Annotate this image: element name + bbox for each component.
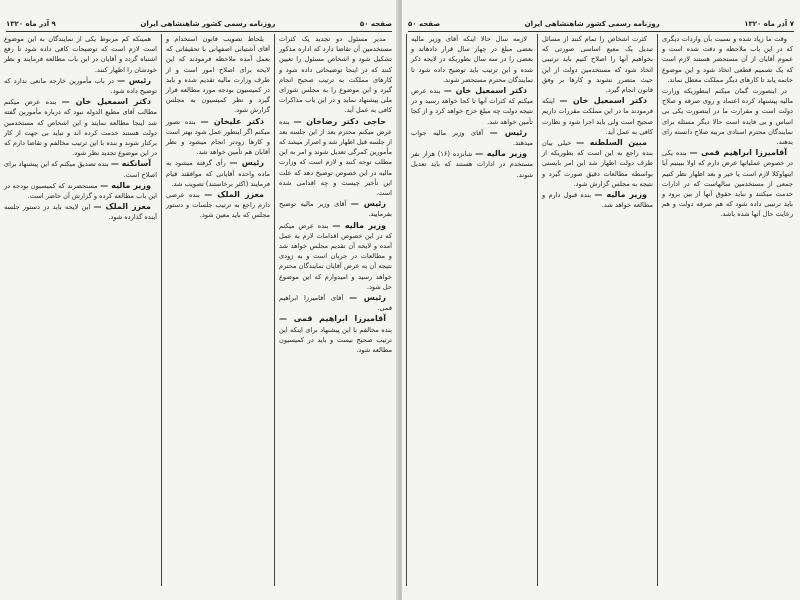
paragraph	[279, 34, 392, 116]
paragraph	[4, 202, 157, 222]
paragraph	[542, 96, 653, 137]
paragraph	[279, 221, 392, 292]
left-page-header	[6, 18, 392, 30]
right-page-header	[408, 18, 794, 30]
column	[537, 34, 657, 586]
speaker-heading: وزیر مالیه —	[594, 190, 647, 200]
paragraph-text: آقای وزیر مالیه جواب میدهند.	[411, 128, 533, 148]
newspaper-title: روزنامه رسمی کشور شاهنشاهی ایران	[140, 20, 276, 28]
paragraph-text: مدیر مسئول دو تجدید یک کثرات مستخدمین آن تقاضا دارد که اداره مذکور تشکیل شود و اشخاص مسئول را تعیین کنند که در اینجا توضیحاتی داده شود و کارهای مملکت به ترتیب صحیح انجام گیرد و این موضوع را به مجلس شورای ملی پیشنهاد نماید و در این باب مذاکرات کافی به عمل آید.	[279, 35, 392, 115]
speaker-heading: آسانکنه —	[110, 159, 151, 169]
paragraph-text: آقای آقامیرزا ابراهیم قمی.	[279, 294, 392, 313]
page-number: صفحه ۵۰	[408, 20, 441, 28]
speaker-heading: آقامیرزا ابراهیم قمی —	[689, 148, 787, 158]
column	[406, 34, 537, 586]
column	[0, 34, 161, 586]
page-number: صفحه ۵۰	[359, 20, 392, 28]
paragraph	[411, 128, 533, 148]
paragraph-text: لازمه سال حالا اینکه آقای وزیر مالیه بعضی مبلغ در چهار سال قرار دادهاند و بعضی را در سه سال بطوریکه در لایحه ذکر شده و این ترتیب باید توضیح داده شود تا نمایندگان محترم مستحضر شوند.	[411, 35, 533, 84]
paragraph-text: این لایحه باید در دستور جلسه آینده گذارده شود.	[4, 203, 157, 222]
paragraph-text: بنده تصدیق میکنم که این پیشنهاد برای اصلاح است.	[4, 160, 157, 179]
paragraph	[4, 76, 157, 96]
column	[274, 34, 396, 586]
paragraph-text: کثرت اشخاص را تمام کنند از مسائل تبدیل یک معیع اساسی صورتی که بخواهیم آنها را اصلاح کنیم باید ترتیبی اتخاذ شود که مستخدمین دولت از این حیث متضرر نشوند و کارها بر وفق قانون انجام گیرد.	[542, 35, 653, 95]
issue-date: ۷ آذر ماه ۱۳۲۰	[744, 20, 794, 28]
paragraph	[662, 148, 793, 219]
paragraph	[411, 86, 533, 127]
paragraph-text: بنده یکی در خصوص عملیاتها عرض دارم که اولا ببینیم آیا اینهاوکلا لازم است یا خیر و بعد اظهار نظر کنیم جمعی از مستخدمین سالهاست که در ادارات خدمت میکنند و نباید حقوق آنها از بین برود و باید ترتیبی داده شود که هم صرفه دولت و هم رعایت حال آنها شده باشد.	[662, 149, 793, 219]
speaker-heading: معزز الملک —	[204, 190, 264, 200]
speaker-heading: دکتر اسمعیل خان —	[61, 97, 151, 107]
paragraph	[166, 158, 270, 189]
right-page	[402, 0, 800, 600]
speaker-heading: معزز الملک —	[93, 202, 151, 212]
speaker-heading: وزیر مالیه —	[100, 180, 151, 190]
speaker-heading: رئیس —	[489, 127, 527, 137]
paragraph	[662, 86, 793, 147]
paragraph	[4, 34, 157, 75]
paragraph	[542, 138, 653, 189]
speaker-heading: رئیس —	[117, 75, 152, 85]
paragraph	[542, 34, 653, 95]
speaker-heading: مبین السلطنه —	[576, 138, 647, 148]
speaker-heading: وزیر مالیه —	[475, 149, 527, 159]
paragraph	[411, 149, 533, 180]
paragraph	[542, 190, 653, 210]
speaker-heading: رئیس —	[350, 199, 386, 209]
paragraph	[662, 34, 793, 85]
speaker-heading: دکتر اسمعیل خان —	[559, 96, 647, 106]
speaker-heading: حاجی دکتر رضاخان —	[293, 116, 386, 126]
paragraph-text: بنده قبول دارم و مطالعه خواهد شد.	[542, 191, 653, 210]
speaker-heading: رئیس —	[349, 293, 386, 303]
speaker-heading: آقامیرزا ابراهیم قمی —	[279, 314, 386, 324]
paragraph-text: بنده عرضی دارم راجع به ترتیب جلسات و دستور مجلس که باید معین شود.	[166, 191, 270, 220]
paragraph	[279, 314, 392, 355]
paragraph	[166, 190, 270, 221]
column	[161, 34, 274, 586]
speaker-heading: دکتر علیخان —	[200, 116, 264, 126]
paragraph-text: بنده عرض میکنم که در این خصوص اقدامات لازم به عمل آمده و لایحه آن تقدیم مجلس خواهد شد و مطالعات در جریان است و به زودی نتیجه آن به عرض آقایان نمایندگان محترم خواهد رسید و امیدوارم که این موضوع حل شود.	[279, 221, 392, 291]
paragraph-text: بلحاظ تصویب قانون استخدام و آقای آشتیانی اصفهانی با تحقیقاتی که بعمل آمده ملاحظه فرمودند که این لایحه برای اصلاح امور است و از طرف وزارت مالیه تقدیم شده و باید در کمیسیون بودجه مورد مطالعه قرار گیرد و نظر کمیسیون به مجلس گزارش شود.	[166, 35, 270, 115]
speaker-heading: رئیس —	[229, 158, 264, 168]
paragraph-text: بنده تصور میکنم اگر اینطور عمل شود بهتر است و کارها زودتر انجام میشود و نظر آقایان هم تأمین خواهد شد.	[166, 117, 270, 157]
header-rule	[408, 31, 794, 32]
paragraph-text: مستحضرند که کمیسیون بودجه در این باب مطالعه کرده و گزارش آن حاضر است.	[4, 181, 157, 201]
paragraph	[279, 199, 392, 219]
paragraph-text: رأی گرفته میشود به ماده واحده آقایانی که موافقند قیام فرمایند (اکثر برخاستند) تصویب شد.	[166, 159, 270, 188]
paragraph	[4, 97, 157, 158]
header-rule	[6, 31, 392, 32]
column	[657, 34, 797, 586]
paragraph-text: بنده مخالفم با این پیشنهاد برای اینکه این ترتیب صحیح نیست و باید در کمیسیون مطالعه شود.	[279, 325, 392, 355]
paragraph-text: بنده عرض میکنم مطالب آقای مطیع الدوله نبود که درباره مأمورین گفته شد اینجا مطالعه نمایند و این اشخاص که مستخدمین دولت هستند خدمت کرده اند و نباید بی جهت از کار برکنار شوند و بنده با این ترتیب مخالفم و تقاضا دارم که در این موضوع تجدید نظر شود.	[4, 98, 157, 158]
paragraph	[166, 34, 270, 116]
paragraph-text: اینکه فرمودند ما در این مملکت مقررات داریم صحیح است ولی باید اجرا شود و نظارت کافی به عمل آید.	[542, 97, 653, 136]
paragraph-text: وقت ما زیاد شده و نسبت بآن واردات دیگری که در این باب ملاحظه و دقت شده است و عموم آقایان از آن مستحضر هستند لازم است که یک تصمیم قطعی اتخاذ شود و این موضوع خاتمه یابد تا کارهای دیگر مملکت معطل نماند.	[662, 35, 793, 84]
newspaper-title: روزنامه رسمی کشور شاهنشاهی ایران	[524, 20, 660, 28]
paragraph-text: در اینصورت گمان میکنم اینطوریکه وزارت مالیه پیشنهاد کرده اعتماد و روی صرفه و صلاح دولت است و مقرارت ما در اینصورت یکی بی اساس و بی فایده است حالا دیگر مسئله برای نمایندگان محترم اسنادی مربیه صلاح دانسته رای بدهند.	[662, 87, 793, 147]
paragraph	[4, 181, 157, 201]
paragraph	[411, 34, 533, 85]
paragraph	[4, 159, 157, 179]
paragraph	[279, 293, 392, 313]
paragraph-text: بنده عرض میکنم محترم بعد از این جلسه بعد از جلسه قبل اظهار شد و اصرار میشد که مأمورین کمرگی تعدیل شوند و امر به این مطلب توجه کنند و لازم است که وزارت مالیه در این خصوص توضیح دهد که علت این تأخیر چیست و چه اقدامی شده است.	[279, 117, 392, 198]
paragraph-text: شانزده (۱۶) هزار نفر مستخدم در ادارات هستند که باید تعدیل شوند.	[411, 150, 533, 179]
paragraph	[279, 117, 392, 199]
paragraph-text: آقای وزیر مالیه توضیح بفرمایید.	[279, 200, 392, 219]
speaker-heading: وزیر مالیه —	[332, 220, 386, 230]
issue-date: ۹ آذر ماه ۱۳۲۰	[6, 20, 56, 28]
left-page	[0, 0, 398, 600]
paragraph-text: در باب مأمورین خارجه مانعی ندارد که توضیح داده شود.	[4, 76, 157, 96]
paragraph-text: همینکه کم مربوط یکی از نمایندگان به این موضوع است لازم است که توضیحات کافی داده شود تا رفع اشتباه گردد و آقایان در این باب مطالعه فرمایند و نظر خودشان را اظهار کنند.	[4, 35, 157, 74]
paragraph-text: خیلی بیان بنده راجع به این است که بطوریکه از طرف دولت اظهار شد این امر بایستی بواسطه مطالعات دقیق صورت گیرد و نتیجه به مجلس گزارش شود.	[542, 139, 653, 188]
paragraph	[166, 117, 270, 158]
paragraph-text: بنده عرض میکنم که کثرات آنها تا کجا خواهد رسید و در نتیجه دولت چه مبلغ خرج خواهد کرد و از کجا تأمین خواهد شد.	[411, 87, 533, 126]
speaker-heading: دکتر اسمعیل خان —	[443, 86, 527, 96]
